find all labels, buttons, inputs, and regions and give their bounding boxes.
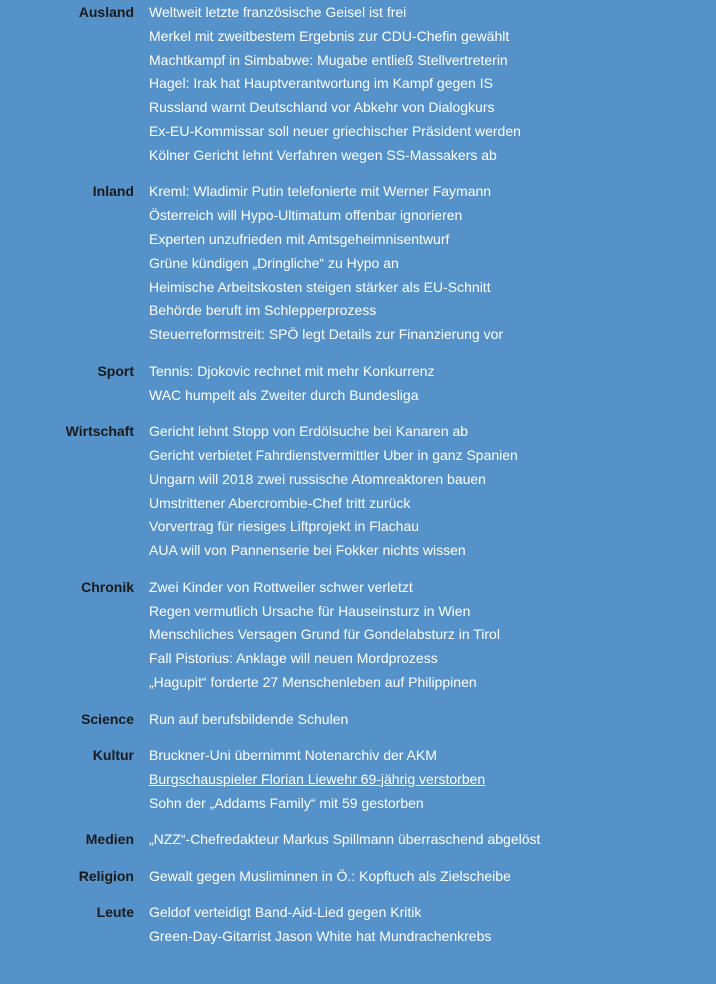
headline-link[interactable]: Vorvertrag für riesiges Liftprojekt in Flachau [149, 518, 420, 535]
headline-link[interactable]: Geldof verteidigt Band-Aid-Lied gegen Kritik [149, 904, 422, 921]
headline-link[interactable]: AUA will von Pannenserie bei Fokker nichts wissen [149, 542, 466, 559]
section-label[interactable]: Kultur [92, 747, 134, 764]
headline-link[interactable]: Run auf berufsbildende Schulen [149, 710, 349, 727]
headline-list [149, 865, 511, 889]
section-inland [0, 180, 716, 347]
headline-link[interactable]: Gericht lehnt Stopp von Erdölsuche bei Kanaren ab [149, 423, 469, 440]
headline-link[interactable]: Menschliches Versagen Grund für Gondelabsturz in Tirol [149, 626, 500, 643]
section-sport [0, 360, 716, 408]
section-label[interactable]: Medien [85, 831, 134, 848]
headline-link[interactable]: Regen vermutlich Ursache für Hauseinsturz in Wien [149, 602, 471, 619]
section-medien [0, 828, 716, 852]
section-label[interactable]: Sport [97, 362, 134, 379]
headline-link[interactable]: Zwei Kinder von Rottweiler schwer verletzt [149, 578, 413, 595]
headline-link[interactable]: Weltweit letzte französische Geisel ist frei [149, 4, 407, 20]
headline-link[interactable]: Fall Pistorius: Anklage will neuen Mordprozess [149, 650, 438, 667]
headline-link[interactable]: Burgschauspieler Florian Liewehr 69-jährig verstorben [149, 770, 486, 787]
section-chronik [0, 576, 716, 695]
headline-link[interactable]: Hagel: Irak hat Hauptverantwortung im Kampf gegen IS [149, 75, 493, 92]
headline-link[interactable]: Behörde beruft im Schlepperprozess [149, 302, 377, 319]
headline-link[interactable]: Kölner Gericht lehnt Verfahren wegen SS-Massakers ab [149, 146, 497, 163]
headline-link[interactable]: Heimische Arbeitskosten steigen stärker als EU-Schnitt [149, 278, 491, 295]
section-label[interactable]: Ausland [78, 4, 134, 20]
headline-link[interactable]: Umstrittener Abercrombie-Chef tritt zurück [149, 494, 411, 511]
section-ausland [0, 1, 716, 168]
headline-link[interactable]: Experten unzufrieden mit Amtsgeheimnisentwurf [149, 230, 450, 247]
section-kultur [0, 744, 716, 815]
headline-list [149, 576, 500, 695]
headline-link[interactable]: Gewalt gegen Musliminnen in Ö.: Kopftuch als Zielscheibe [149, 867, 511, 884]
section-label[interactable]: Inland [92, 183, 134, 200]
section-leute [0, 901, 716, 949]
headline-list [149, 180, 503, 347]
headline-link[interactable]: Tennis: Djokovic rechnet mit mehr Konkurrenz [149, 362, 435, 379]
headline-link[interactable]: Österreich will Hypo-Ultimatum offenbar ignorieren [149, 207, 463, 224]
headline-link[interactable]: Merkel mit zweitbestem Ergebnis zur CDU-Chefin gewählt [149, 27, 510, 44]
headline-link[interactable]: WAC humpelt als Zweiter durch Bundesliga [149, 386, 419, 403]
headline-link[interactable]: Ungarn will 2018 zwei russische Atomreaktoren bauen [149, 470, 486, 487]
headline-list [149, 708, 348, 732]
headline-link[interactable]: Ex-EU-Kommissar soll neuer griechischer Präsident werden [149, 122, 521, 139]
headline-link[interactable]: „Hagupit“ forderte 27 Menschenleben auf Philippinen [149, 673, 477, 690]
section-label[interactable]: Leute [96, 904, 134, 921]
headline-list [149, 420, 518, 563]
section-label[interactable]: Science [81, 710, 134, 727]
headline-list [149, 360, 435, 408]
section-label[interactable]: Wirtschaft [65, 423, 134, 440]
section-religion [0, 865, 716, 889]
section-label[interactable]: Religion [78, 867, 134, 884]
headline-link[interactable]: Green-Day-Gitarrist Jason White hat Mundrachenkrebs [149, 928, 492, 945]
headline-link[interactable]: Steuerreformstreit: SPÖ legt Details zur Finanzierung vor [149, 326, 504, 343]
headline-link[interactable]: Machtkampf in Simbabwe: Mugabe entließ Stellvertreterin [149, 51, 508, 68]
headline-link[interactable]: „NZZ“-Chefredakteur Markus Spillmann überraschend abgelöst [149, 831, 541, 848]
section-label[interactable]: Chronik [81, 578, 134, 595]
headline-list [149, 828, 540, 852]
headline-list [149, 901, 491, 949]
headline-link[interactable]: Russland warnt Deutschland vor Abkehr von Dialogkurs [149, 99, 495, 116]
headline-list [149, 1, 521, 168]
headline-link[interactable]: Grüne kündigen „Dringliche“ zu Hypo an [149, 254, 399, 271]
headline-list [149, 744, 485, 815]
headline-link[interactable]: Kreml: Wladimir Putin telefonierte mit Werner Faymann [149, 183, 492, 200]
headline-link[interactable]: Gericht verbietet Fahrdienstvermittler Uber in ganz Spanien [149, 446, 518, 463]
section-science [0, 708, 716, 732]
headline-link[interactable]: Bruckner-Uni übernimmt Notenarchiv der AKM [149, 747, 437, 764]
headline-link[interactable]: Sohn der „Addams Family“ mit 59 gestorben [149, 794, 424, 811]
section-wirtschaft [0, 420, 716, 563]
